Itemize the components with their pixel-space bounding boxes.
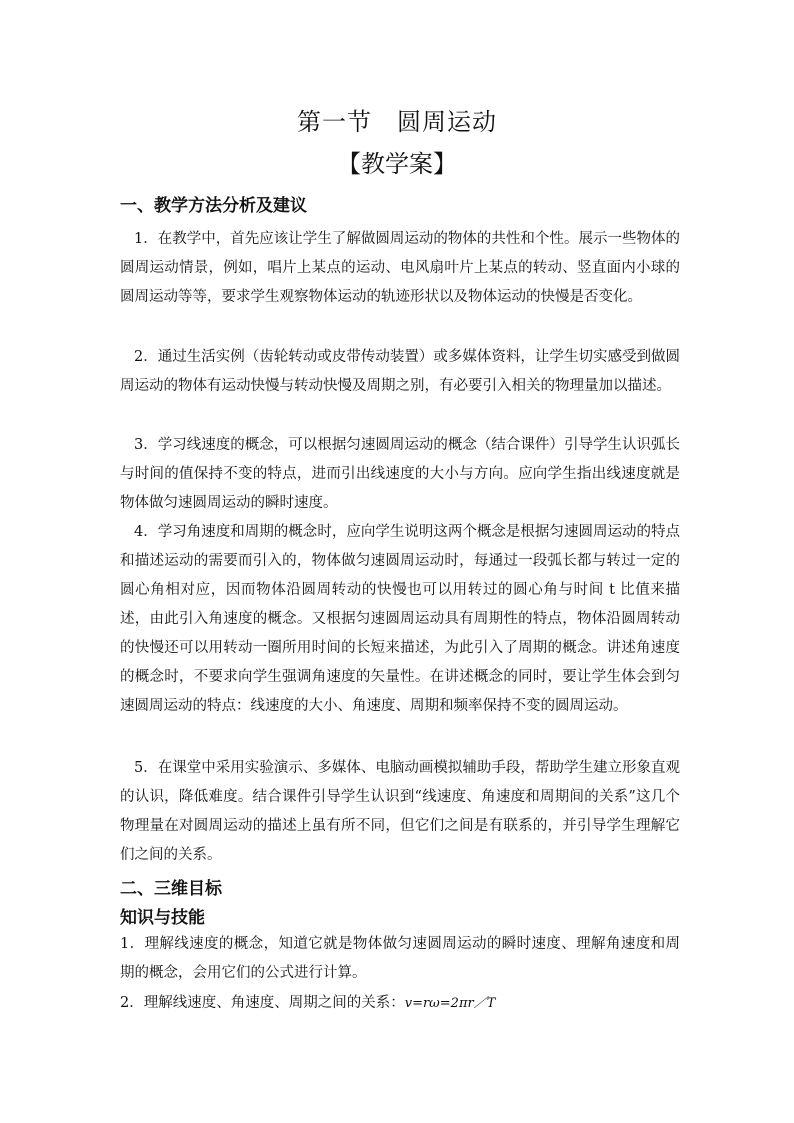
goal-item-2 <box>120 989 680 1018</box>
section-heading-goals: 二、三维目标 <box>120 879 222 899</box>
paragraph-2: 2．通过生活实例（齿轮转动或皮带传动装置）或多媒体资料，让学生切实感受到做圆周运动的物体有运动快慢与转动快慢及周期之别，有必要引入相关的物理量加以描述。 <box>120 349 680 394</box>
relation-formula: v=rω=2πr／T <box>404 996 496 1011</box>
paragraph-4: 4．学习角速度和周期的概念时，应向学生说明这两个概念是根据匀速圆周运动的特点和描述运动的需要而引入的，物体做匀速圆周运动时，每通过一段弧长都与转过一定的圆心角相对应，因而物体沿圆周转动的快慢也可以用转过的圆心角与时间 t 比值来描述，由此引入角速度的概念。又根据匀速圆周运动具有周期性的特点，物体沿圆周转动的快慢还可以用转动一圈所用时间的长短来描述，为此引入了周期的概念。讲述角速度的概念时，不要求向学生强调角速度的矢量性。在讲述概念的同时，要让学生体会到匀速圆周运动的特点：线速度的大小、角速度、周期和频率保持不变的圆周运动。 <box>120 524 680 714</box>
section-heading-methods: 一、教学方法分析及建议 <box>120 196 307 216</box>
paragraph-5: 5．在课堂中采用实验演示、多媒体、电脑动画模拟辅助手段，帮助学生建立形象直观的认识，降低难度。结合课件引导学生认识到“线速度、角速度和周期间的关系”这几个物理量在对圆周运动的描述上虽有所不同，但它们之间是有联系的，并引导学生理解它们之间的关系。 <box>120 760 680 863</box>
goal-item-1: 1．理解线速度的概念，知道它就是物体做匀速圆周运动的瞬时速度、理解角速度和周期的概念，会用它们的公式进行计算。 <box>120 936 680 981</box>
page-subtitle: 【教学案】 <box>337 150 457 178</box>
paragraph-1: 1．在教学中，首先应该让学生了解做圆周运动的物体的共性和个性。展示一些物体的圆周运动情景，例如，唱片上某点的运动、电风扇叶片上某点的转动、竖直面内小球的圆周运动等等，要求学生观察物体运动的轨迹形状以及物体运动的快慢是否变化。 <box>120 231 680 305</box>
subheading-knowledge-skills: 知识与技能 <box>120 908 205 928</box>
goal-item-2-text: 2．理解线速度、角速度、周期之间的关系： <box>120 995 405 1011</box>
paragraph-3: 3．学习线速度的概念，可以根据匀速圆周运动的概念（结合课件）引导学生认识弧长与时间的值保持不变的特点，进而引出线速度的大小与方向。应向学生指出线速度就是物体做匀速圆周运动的瞬时速度。 <box>120 437 680 511</box>
page-title: 第一节 圆周运动 <box>297 108 497 136</box>
